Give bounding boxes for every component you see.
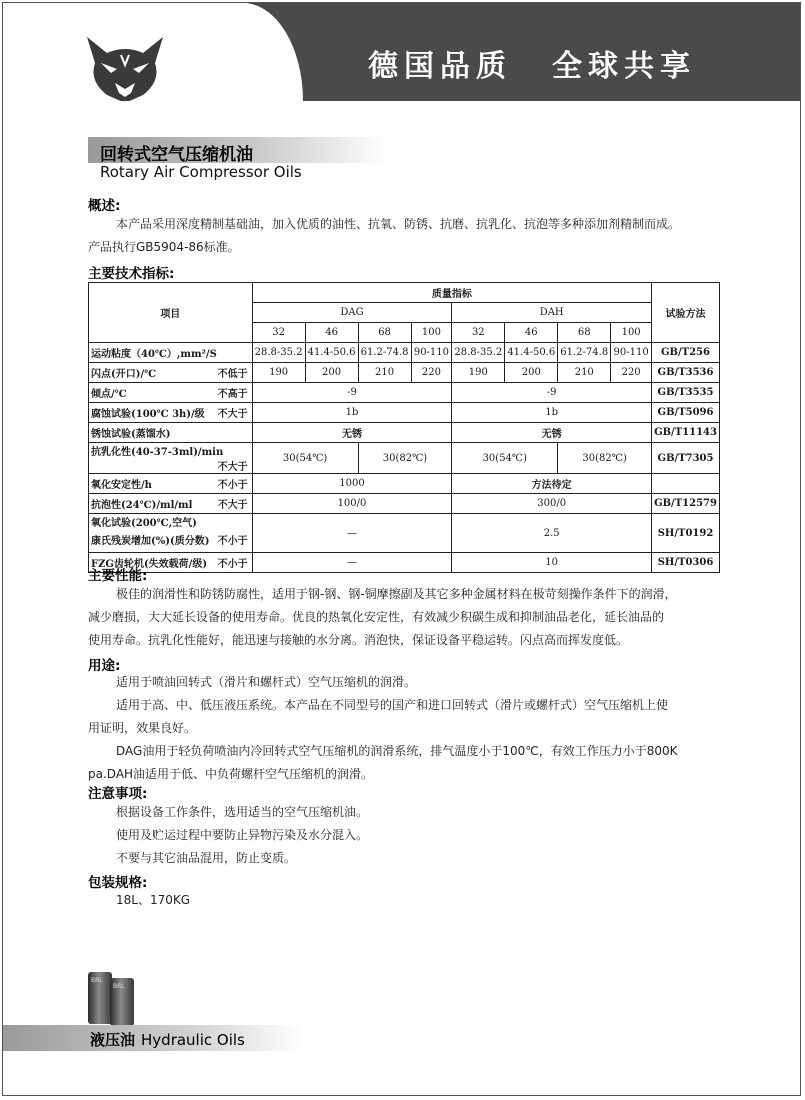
row-label <box>89 363 253 383</box>
product-title-en: Rotary Air Compressor Oils <box>100 163 302 181</box>
table-cell: 2.5 <box>452 514 652 553</box>
table-row <box>89 403 720 423</box>
row-name: 抗乳化性(40-37-3ml)/min <box>91 447 224 458</box>
table-cell: 190 <box>452 363 505 383</box>
table-row <box>89 383 720 403</box>
notes-line-2: 使用及贮运过程中要防止异物污染及水分混入。 <box>116 828 369 842</box>
performance-line-3: 使用寿命。抗乳化性能好，能迅速与接触的水分离。消泡快，保证设备平稳运转。闪点高而挥发度低。 <box>88 633 629 647</box>
overview-heading: 概述: <box>88 198 121 214</box>
table-cell: 190 <box>252 363 305 383</box>
table-cell: -9 <box>452 383 652 403</box>
packaging-heading: 包装规格: <box>88 875 148 891</box>
grade-cell: 46 <box>305 323 358 343</box>
method-cell: SH/T0306 <box>652 553 720 573</box>
row-name: 倾点/℃ <box>91 389 127 400</box>
slogan-part2: 全球共享 <box>552 49 696 84</box>
header-method: 试验方法 <box>652 283 720 343</box>
table-cell: 220 <box>411 363 452 383</box>
table-cell: 1b <box>252 403 452 423</box>
performance-line-1: 极佳的润滑性和防锈防腐性，适用于钢-钢、钢-铜摩擦副及其它多种金属材料在极苛刻操作条件下的润滑， <box>116 587 677 601</box>
row-label <box>89 474 253 494</box>
performance-line-2: 减少磨损，大大延长设备的使用寿命。优良的热氧化安定性，有效减少积碳生成和抑制油品老化，延长油品的 <box>88 610 665 624</box>
performance-heading: 主要性能: <box>88 568 148 584</box>
footer-title-en: Hydraulic Oils <box>141 1031 245 1049</box>
drum-label: BRL <box>91 977 103 984</box>
usage-line-3: 用证明，效果良好。 <box>88 721 197 735</box>
row-label <box>89 383 253 403</box>
row-name-2: 康氏残炭增加(%)(质分数) <box>91 536 210 547</box>
header-dag: DAG <box>252 303 452 323</box>
table-cell: 200 <box>305 363 358 383</box>
row-name: 氧化安定性/h <box>91 480 152 491</box>
grade-cell: 100 <box>411 323 452 343</box>
usage-heading: 用途: <box>88 658 121 674</box>
packaging-text <box>88 889 738 912</box>
grade-cell: 68 <box>558 323 611 343</box>
method-cell: GB/T3536 <box>652 363 720 383</box>
product-title-cn: 回转式空气压缩机油 <box>100 145 253 165</box>
table-cell: — <box>252 553 452 573</box>
row-label <box>89 514 253 553</box>
row-limit: 不低于 <box>217 369 248 380</box>
table-cell: 100/0 <box>252 494 452 514</box>
table-cell: 41.4-50.6 <box>305 343 358 363</box>
table-cell: 220 <box>611 363 652 383</box>
table-cell: — <box>252 514 452 553</box>
table-row <box>89 343 720 363</box>
table-row <box>89 474 720 494</box>
method-cell: SH/T0192 <box>652 514 720 553</box>
table-cell: 61.2-74.8 <box>558 343 611 363</box>
row-label <box>89 343 253 363</box>
table-cell: 30(54℃) <box>252 443 358 474</box>
table-cell: 90-110 <box>411 343 452 363</box>
drum-label: BRL <box>113 983 125 990</box>
slogan-part1: 德国品质 <box>368 49 512 84</box>
table-cell: 方法待定 <box>452 474 652 494</box>
row-limit: 不小于 <box>217 536 248 547</box>
row-label <box>89 423 253 443</box>
table-cell: 41.4-50.6 <box>505 343 558 363</box>
method-cell: GB/T256 <box>652 343 720 363</box>
table-cell: 10 <box>452 553 652 573</box>
oil-drum-icon <box>88 972 112 1024</box>
table-cell: 200 <box>505 363 558 383</box>
packaging-value: 18L、170KG <box>116 893 191 907</box>
table-cell: 300/0 <box>452 494 652 514</box>
notes-line-1: 根据设备工作条件，选用适当的空气压缩机油。 <box>116 805 369 819</box>
table-cell: 90-110 <box>611 343 652 363</box>
usage-line-2: 适用于高、中、低压液压系统。本产品在不同型号的国产和进口回转式（滑片或螺杆式）空气压缩机上使 <box>116 698 669 712</box>
table-cell: 1000 <box>252 474 452 494</box>
table-cell: -9 <box>252 383 452 403</box>
row-limit: 不小于 <box>217 480 248 491</box>
cat-head-logo-icon <box>81 33 169 101</box>
table-row <box>89 443 720 474</box>
header-quality: 质量指标 <box>252 283 651 303</box>
grade-cell: 68 <box>358 323 411 343</box>
row-name: 腐蚀试验(100℃ 3h)/级 <box>91 409 205 420</box>
notes-heading: 注意事项: <box>88 786 148 802</box>
header-band <box>3 3 800 101</box>
header-item: 项目 <box>89 283 253 343</box>
spec-heading: 主要技术指标: <box>88 266 175 282</box>
usage-text <box>88 671 738 786</box>
table-row <box>89 514 720 553</box>
overview-line-2: 产品执行GB5904-86标准。 <box>88 240 240 254</box>
table-header-row <box>89 283 720 303</box>
usage-line-1: 适用于喷油回转式（滑片和螺杆式）空气压缩机的润滑。 <box>116 675 417 689</box>
row-label <box>89 443 253 474</box>
table-cell: 210 <box>558 363 611 383</box>
footer-title <box>90 1029 245 1050</box>
method-cell: GB/T3535 <box>652 383 720 403</box>
header-dah: DAH <box>452 303 652 323</box>
table-cell: 30(54℃) <box>452 443 558 474</box>
table-row <box>89 553 720 573</box>
row-name: 氧化试验(200℃,空气) <box>91 518 197 529</box>
grade-cell: 32 <box>252 323 305 343</box>
row-name: FZG齿轮机(失效载荷/级) <box>91 559 208 570</box>
row-name: 闪点(开口)/℃ <box>91 369 157 380</box>
notes-line-3: 不要与其它油品混用，防止变质。 <box>116 851 297 865</box>
row-limit: 不大于 <box>217 462 248 473</box>
row-limit: 不小于 <box>217 559 248 570</box>
performance-text <box>88 583 738 652</box>
method-cell: GB/T11143 <box>652 423 720 443</box>
method-cell: GB/T7305 <box>652 443 720 474</box>
spec-table <box>88 282 720 573</box>
method-cell: GB/T12579 <box>652 494 720 514</box>
method-cell <box>652 474 720 494</box>
row-name: 运动粘度（40℃）,mm²/S <box>91 349 217 360</box>
table-cell: 28.8-35.2 <box>252 343 305 363</box>
row-label <box>89 494 253 514</box>
table-cell: 30(82℃) <box>358 443 452 474</box>
table-cell: 61.2-74.8 <box>358 343 411 363</box>
row-name: 抗泡性(24℃)/ml/ml <box>91 500 193 511</box>
row-label <box>89 403 253 423</box>
method-cell: GB/T5096 <box>652 403 720 423</box>
table-row <box>89 363 720 383</box>
grade-cell: 100 <box>611 323 652 343</box>
oil-drum-icon <box>110 978 134 1026</box>
grade-cell: 46 <box>505 323 558 343</box>
usage-line-5: pa.DAH油适用于低、中负荷螺杆空气压缩机的润滑。 <box>88 767 374 781</box>
header-slogan <box>368 41 696 85</box>
overview-text <box>88 213 738 259</box>
table-row <box>89 494 720 514</box>
notes-text <box>88 801 738 870</box>
table-cell: 210 <box>358 363 411 383</box>
table-cell: 1b <box>452 403 652 423</box>
table-cell: 28.8-35.2 <box>452 343 505 363</box>
table-cell: 30(82℃) <box>558 443 652 474</box>
grade-cell: 32 <box>452 323 505 343</box>
row-name: 锈蚀试验(蒸馏水) <box>91 429 171 440</box>
usage-line-4: DAG油用于轻负荷喷油内冷回转式空气压缩机的润滑系统，排气温度小于100℃，有效工作压力小于800K <box>116 744 678 758</box>
row-limit: 不高于 <box>217 389 248 400</box>
row-limit: 不大于 <box>217 409 248 420</box>
footer-title-cn: 液压油 <box>90 1031 136 1049</box>
overview-line-1: 本产品采用深度精制基础油，加入优质的油性、抗氧、防锈、抗磨、抗乳化、抗泡等多种添加剂精制而成。 <box>116 217 681 231</box>
table-cell: 无锈 <box>252 423 452 443</box>
row-limit: 不大于 <box>217 500 248 511</box>
table-row <box>89 423 720 443</box>
table-cell: 无锈 <box>452 423 652 443</box>
